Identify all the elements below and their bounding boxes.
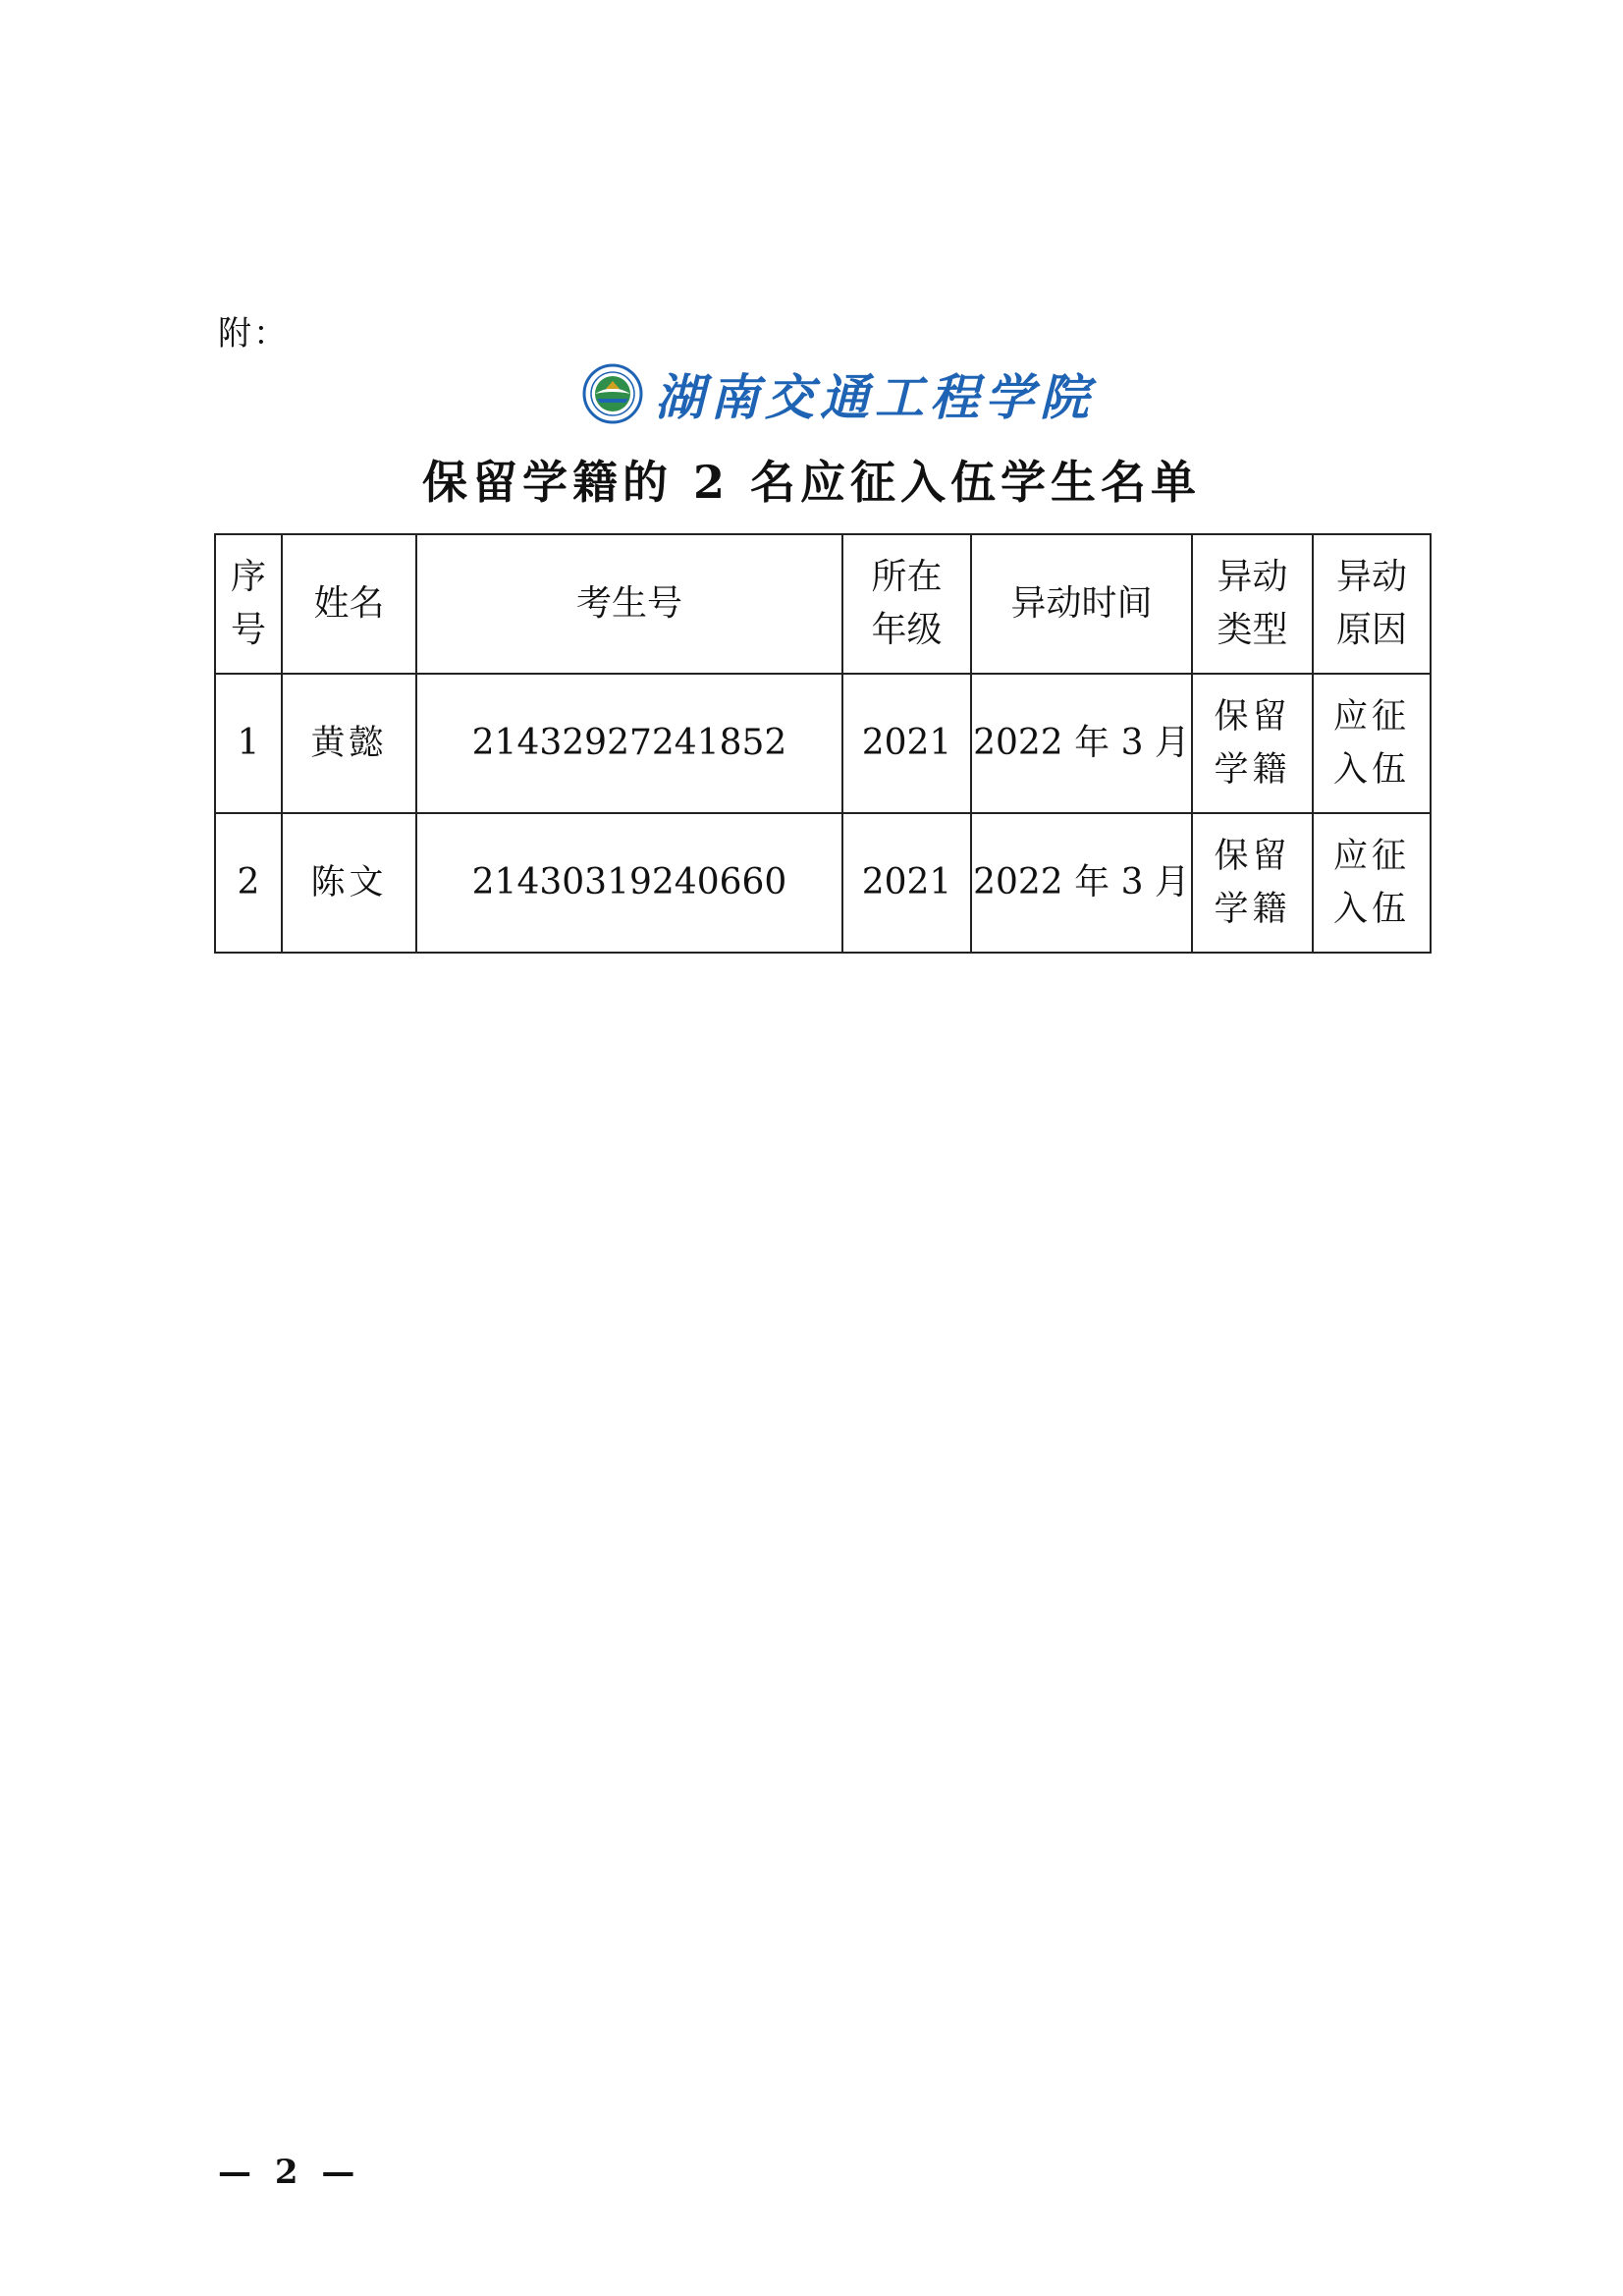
header-seq: 序号 — [215, 534, 282, 674]
header-change-time: 异动时间 — [971, 534, 1192, 674]
header-change-reason: 异动原因 — [1313, 534, 1431, 674]
cell-change-time: 2022 年 3 月 — [971, 813, 1192, 953]
table-row — [215, 674, 1431, 813]
attachment-label: 附： — [218, 314, 289, 354]
document-title: 保留学籍的 2 名应征入伍学生名单 — [421, 456, 1202, 509]
header-change-type: 异动类型 — [1192, 534, 1313, 674]
cell-change-type: 保留学籍 — [1192, 813, 1313, 953]
cell-name: 陈文 — [282, 813, 416, 953]
cell-exam-no: 21430319240660 — [416, 813, 842, 953]
cell-change-reason: 应征入伍 — [1313, 813, 1431, 953]
table-row — [215, 813, 1431, 953]
cell-change-type: 保留学籍 — [1192, 674, 1313, 813]
student-roster-table — [214, 533, 1432, 954]
cell-name: 黄懿 — [282, 674, 416, 813]
page-number: — 2 — — [218, 2153, 361, 2192]
cell-change-reason: 应征入伍 — [1313, 674, 1431, 813]
table-header-row — [215, 534, 1431, 674]
school-seal-icon — [582, 363, 643, 424]
cell-exam-no: 21432927241852 — [416, 674, 842, 813]
cell-change-time: 2022 年 3 月 — [971, 674, 1192, 813]
school-logo — [582, 361, 1095, 426]
header-exam-no: 考生号 — [416, 534, 842, 674]
header-name: 姓名 — [282, 534, 416, 674]
cell-seq: 2 — [215, 813, 282, 953]
cell-grade: 2021 — [842, 674, 971, 813]
cell-seq: 1 — [215, 674, 282, 813]
school-logo-text: 湖南交通工程学院 — [655, 368, 1095, 426]
header-grade: 所在年级 — [842, 534, 971, 674]
cell-grade: 2021 — [842, 813, 971, 953]
